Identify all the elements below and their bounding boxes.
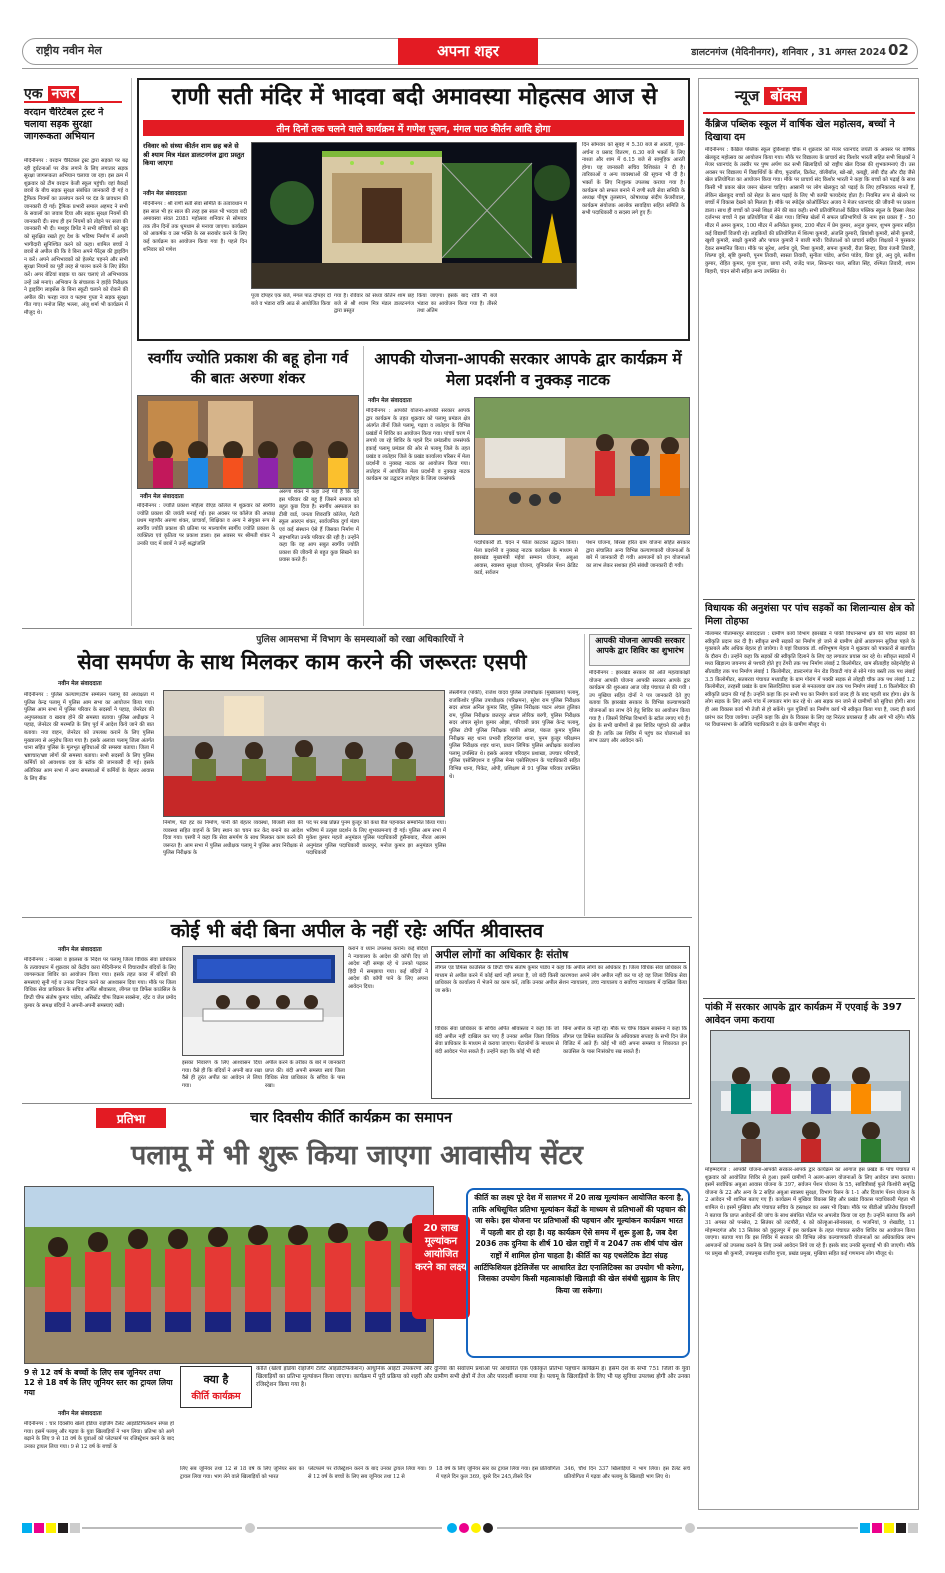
page-number: 02 xyxy=(888,41,909,59)
jyoti-event-illustration xyxy=(138,396,359,489)
rani-sati-body-4: किया जाएगा। इसके बाद रात्रि नौ बजे भंडारा का आयोजन किया गया है। तीसरे तथा अंतिम xyxy=(417,293,497,315)
rani-sati-body-2: पूजा दोपहर एक बजे, मंगल पाठ दोपहर दो बजे व भंडारा रात्रि आठ से आयोजित किया xyxy=(251,293,331,307)
col-divider xyxy=(584,634,585,916)
cambridge-headline: कैंब्रिज पब्लिक स्कूल में वार्षिक खेल महोत्सव, बच्चों ने दिखाया दम xyxy=(705,119,895,143)
print-registration-marks xyxy=(22,1521,918,1535)
rani-sati-kicker: रविवार को संध्या कीर्तन शाम छह बजे से श्री श्याम मित्र मंडल डालटनगंज द्वारा प्रस्तुत किया जाएगा xyxy=(143,142,245,167)
apil-body-1: मेदिनीनगर : नालसा व झालसा के निर्देश पर पलामू जिला विधिक सेवा प्राधिकार के तत्वावधान में शुक्रवार को केंद्रीय कारा मेदिनीनगर में विचाराधीन बंदियों के लिए जागरूकता शिविर का आयोजन किया गया। इसके तहत कारा में बंदियों की समस्याएं सुनी गई व उनका निदान करने का आश्वासन दिया गया। मौके पर जिला विधिक सेवा प्राधिकार के सचिव अर्पित श्रीवास्तव, लीगल एड डिफेंस काउंसिल के डिप्टी चीफ संतोष कुमार पांडेय, असिस्टेंट चीफ विक्रम सक्सेना, रहेंट व जेल प्रमोद कुमार के समक्ष बंदियों ने अपनी-अपनी समस्याएं रखी। xyxy=(24,957,176,1009)
police-body-3: पद पर रुख प्रोन्नत पुनम कुजूर को कंधा बैज पहनाकर सम्मानित किया गया। भविष्य में उत्कृष्ट प्रदर्शन के लिए शुभकामनाएं दी गई। पुलिस आम सभा में मुकेश कुमार महतो अनुमंडल पुलिस पदाधिकारी हुसैनाबाद, नीरज आलम अनुमंडल पुलिस पदाधिकारी छतरपुर, मनोज कुमार झा अनुमंडल पुलिस पदाधिकारी xyxy=(306,820,446,857)
kirti-body-2: लिए सब जूनियर तथा 12 से 18 वर्ष के लिए जूनियर स्तर का ट्रायल लिया गया। भाग लेने वाले खिलाड़ियों को भारत xyxy=(180,1466,304,1480)
section-title: अपना शहर xyxy=(437,42,499,60)
rani-sati-byline: नवीन मेल संवाददाता xyxy=(143,191,187,197)
kirti-byline: नवीन मेल संवाददाता xyxy=(58,1411,102,1417)
santosh-body-3: बिना अपील के नहीं रहे। मौके पर चीफ विक्रम सक्सेना ने कहा कि लीगल एड डिफेंस काउंसिल के अधिवक्ता सप्ताह के सभी दिन जेल विजिट में आते हैं। कोई भी बंदी अपना समस्या व शिकायत इन काउंसिल के पास निःसंकोच रख सकते हैं। xyxy=(563,1026,687,1055)
vidhayak-headline: विधायक की अनुशंसा पर पांच सड़कों का शिलान्यास क्षेत्र को मिला तोहफा xyxy=(705,603,915,627)
header-rule xyxy=(22,68,918,69)
rani-sati-body-3: गया है। रविवार को संध्या कीर्तन शाम छह बजे से श्री श्याम मित्र मंडल डालटनगंज द्वारा प्रस्तुत xyxy=(334,293,414,315)
police-photo xyxy=(163,690,445,817)
kirti-badge-text: 20 लाख मूल्यांकन आयोजित करने का लक्ष्य xyxy=(415,1223,467,1273)
kirti-headline: पलामू में भी शुरू किया जाएगा आवासीय सेंटर xyxy=(131,1140,583,1171)
section-rule xyxy=(22,1103,692,1104)
apil-body-2: इसका निवारण के लिए आश्वासन दिया गया। वैसे ही कि बंदियों ने अपनी बात रखा वैसे ही तुरंत अपीत का आवेदन ले लिया गया। xyxy=(182,1060,262,1089)
kya-label-2: कीर्ति कार्यक्रम xyxy=(191,1391,241,1402)
cambridge-body: मेदिनीनगर : कैंब्रिज पब्लिक स्कूल दुर्किशाहा चौक में शुक्रवार को मेजर ध्यानचंद जयंती के अवसर पर वार्षिक खेलकूद महोत्सव का आयोजन किया गया। मौके पर विद्यालय के प्राचार्य संद किशोर भारती सहित सभी शिक्षकों ने मेजर ध्यानचंद के तस्वीर पर पुष्प अर्पण कर सभी खिलाड़ियों को राष्ट्रीय खेल दिवस की शुभकामनाएं दी। उस अवसर पर विद्यालय में विद्यार्थियों के बीच, फुटबॉल, क्रिकेट, वॉलीबॉल, खो-खो, कबड्डी, लंबी दौड़ और दौड़ जैसे खेल प्रतियोगिता का आयोजन किया गया। मौके पर प्राचार्य संद किशोर भारती ने कहा कि बच्चों को पढ़ाई के साथ किसी भी प्रकार खेल जरूर खेलना चाहिए। आसानी पर लोग खेलकूद को पढ़ाई के लिए हानिकारक मानते हैं, लेकिन खेलकूद बच्चों को सेहत के साथ पढ़ाई के लिए भी काफी फायदेमंद होता है। नियमित रूप से खेलने पर बच्चों में विकास देखने को मिलता है। मौके पर स्पोर्ट्स कोऑर्डिनेटर अजय ने मेजर ध्यानचंद की जीवनी पर प्रकाश डाला। साथ ही बच्चों को उनसे शिक्षा लेने की बात कही। सभी प्रतियोगिताओं कैंब्रिज पब्लिक स्कूल के हिस्सा लेकर दर्जनभर बच्चों ने इस प्रतियोगिता में खेल गया। विभिन्न खेलों में सफल प्रतिभागियों के नाम इस प्रकार हैं - 50 मीटर में अमन कुमार, 100 मीटर में अनिकेत कुमार, 200 मीटर में प्रेम कुमार, अनुज कुमार, शुभम कुमार सहित कई विद्यार्थी विजयी रहे। लड़कियों की प्रतियोगिता में शिल्पा कुमारी, अंजलि कुमारी, प्रियांशी कुमारी, सोनी कुमारी, खुशी कुमारी, साक्षी कुमारी और पायल कुमारी ने बाजी मारी। विजेताओं को प्राचार्य सहित शिक्षकों ने पुरस्कार देकर सम्मानित किया। मौके पर सुरेश, अर्चना दुबे, निशा कुमारी, सपना कुमारी, रीता सिन्हा, प्रिया रंजनी तिवारी, शिल्पा दुबे, सृष्टि कुमारी, पूनम तिवारी, स्वस्ता तिवारी, सुनीता पांडेय, अर्चना पांडेय, प्रिया दुबे, अनु दुबे, सतीश कुमार, रोहित कुमार, पूजा गुप्ता, छाया रानी, राजेंद्र पाल, सिकन्दर पाल, सविता सिंह, रश्मिता तिवारी, श्याम बिहारी, चंदन सोनी सहित अन्य उपस्थित थे। xyxy=(705,147,915,275)
jyoti-byline: नवीन मेल संवाददाता xyxy=(140,494,184,500)
news-box-rule xyxy=(703,112,915,114)
apil-headline: कोई भी बंदी बिना अपील के नहीं रहेः अर्पित श्रीवास्तव xyxy=(170,920,544,942)
kirti-photo xyxy=(24,1186,434,1364)
police-meeting-illustration xyxy=(164,691,445,817)
kirti-label: प्रतिभा xyxy=(116,1112,146,1126)
rani-sati-body-1: मेदिनीनगर : श्री राणी सती सेवा समिति के तत्वावधान में इस साल भी हर साल की तरह इस साल भी भादवा बदी अमावस्या संवत 2081 महोत्सव शनिवार से सोमवार तक तीन दिनों तक धूमधाम से मनाया जाएगा। कार्यक्रम को आकर्षक व उस भक्ति के रस सराबोर करने के लिए कई कार्यक्रम का आयोजन किया गया है। पहले दिन शनिवार को गणेश xyxy=(143,201,247,253)
yojana-body-1: मेदिनीनगर : आपकी योजना-आपकी सरकार आपके द्वार कार्यक्रम के तहत शुक्रवार को पलामू प्रमंडल क्षेत्र अंतर्गत तीनों जिले पलामू, गढ़वा व लातेहार के विभिन्न प्रखंडों में शिविर का आयोजन किया गया। पांचवें चरण में लगाये जा रहे शिविर के पहले दिन प्रमंडलीय जनसंपर्क इकाई पलामू प्रमंडल की ओर से पलामू जिले के तहत प्रखंड व लातेहार जिले के प्रखंड कार्यालय परिसर में मेला प्रदर्शनी व नुक्कड़ नाटक का आयोजन किया गया। लातेहार में आयोजित मेला प्रदर्शनी व नुक्कड़ नाटक कार्यक्रम का उद्घाटन लातेहार के जिला जनसंपर्क xyxy=(366,408,470,483)
shivir-body: मेदिनीनगर : झारखंड सरकार की अति महत्वाकांक्षी योजना आपकी योजना आपकी सरकार आपके द्वार कार्यक्रम की शुरुआत आज जोड़ पंचायत से की गयी । उप मुखिया सहित दोनों ने पत्र जानकारी देते हुए बताया कि झारखंड सरकार के विभिन्न कल्याणकारी योजनाओं का लाभ देने हेतु शिविर का आयोजन किया गया है । जिसमें विभिन्न विभागों के स्टॉल लगाए गये हैं। क्षेत्र के सभी ग्रामीणों से इस शिविर पहुंचने की अपील की है। ताकि उस शिविर में पहुंच कर योजनाओं का लाभ उठाए और आवेदन करें। xyxy=(589,670,690,745)
rani-sati-headline: राणी सती मंदिर में भादवा बदी अमावस्या मोहत्सव आज से xyxy=(171,84,658,110)
col-divider xyxy=(131,78,132,626)
yojana-event-illustration xyxy=(475,398,690,535)
apil-photo xyxy=(182,946,344,1056)
kirti-body-4: 18 वर्ष के लिए जूनियर स्तर का ट्रायल लिया गया। इस प्रतियोगिता में पहले दिन कुल 369, दूसरे दिन 245,तीसरे दिन xyxy=(436,1466,560,1480)
yojana-body-2: पदाधिकारी डॉ. चंदन ने फीता काटकर उद्घाटन किया। मेला प्रदर्शनी व नुक्कड़ नाटक कार्यक्रम के माध्यम से झारखंड मुख्यमंत्री मंईयां सम्मान योजना, अबुआ आवास, स्वास्थ्य सुरक्षा योजना, यूनिवर्सल पेंशन क्रेडिट कार्ड, सर्वजन xyxy=(474,540,578,577)
police-headline: सेवा समर्पण के साथ मिलकर काम करने की जरूरतः एसपी xyxy=(77,650,527,674)
police-body-4: लेस्लीगंज (पांकी), राजेश यादव पुलिस उपाधीक्षक (मुख्यालय) पलामू, राजकिशोर पुलिस उपाधीक्षक (परिक्षमन), सुरेश राम पुलिस निरीक्षक सदर अंचल अनिल कुमार सिंह, पुलिस निरीक्षक पाटन अंचल तुलिका राम, पुलिस निरीक्षक छतरपुर अंचल लोरिक बरगी, पुलिस निरीक्षक सदर अंचल सुरेश कुमार ओझा, परिचारी प्रवर पुलिस केन्द्र पलामू, पुलिस टोपी पुलिस निरीक्षक पांकी अंचल, पंकज कुमार पुलिस निरीक्षक सह थाना प्रभारी हरिहरगंज थाना, पुनम कुजूर परिक्षमन पुलिस निरीक्षक शहर थाना, प्रधान लिपिक पुलिस अधीक्षक कार्यालय पलामू उपस्थित थे। इसके अलावा परिवहन प्रशाखा, उपचार परिचारी, पुलिस एसोसिएशन व पुलिस मेन्स एसोसिएशन के पदाधिकारी सहित विभिन्न थाना, पिकेट, ओपी, प्रशिक्षण से 91 पुलिस परिवार उपस्थित थे। xyxy=(449,690,580,780)
police-body-1: मेदिनीनगर : पुलिस कल्याण/टीम सम्मेलन पलामू की अध्यक्षता में पुलिस केन्द्र पलामू में पुलिस आम सभा का आयोजन किया गया। पुलिस आम सभा में पुलिस परिवार के सदस्यों ने पहाड़, जेनरेटर की अनुपलब्धता व खराब होने की समस्या बताया। पुलिस अधीक्षक ने पहाड़, जेनरेटर की मरम्मति के लिए पूर्व में आदेश किये जाने की बात बताया। नया वाहन, जेनरेटर को उपलब्ध कराने के लिए पुलिस मुख्यालय से अनुरोध किया गया है। इसके अलावा पलामू जिला अंतर्गत थाना सहित पुलिस के मूलभूत सुविधाओं की समस्या बताया। जिला में भ्रष्टाचार/भ्रष्ट लोगों की समस्या बताया। सभी सदस्यों के लिए पुलिस कर्मियों को आवश्यक दवा के स्टॉक की जानकारी दी गई। इसके अतिरिक्त आम सभा में अन्य समस्याओं में कर्मियों के बेहतर आवास के लिए सैंक xyxy=(24,692,154,782)
col-divider xyxy=(363,346,364,626)
yojana-body-3: पेंशन योजना, बिरसा हरित ग्राम योजना सहित सरकार द्वारा संचालित अन्य विभिन्न कल्याणकारी योजनाओं के बारे में जानकारी दी गयी। आमजनों को इन योजनाओं का लाभ लेकर सशक्त होने संबंधी जानकारी दी गयी। xyxy=(586,540,690,569)
police-byline: नवीन मेल संवाददाता xyxy=(58,681,102,687)
police-kicker: पुलिस आमसभा में विभाग के समस्याओं को रखा अधिकारियों ने xyxy=(256,635,464,645)
temple-photo xyxy=(251,142,577,289)
panki-body: मोहम्मदगंज : आपकी योजना-आपकी सरकार-आपके द्वार कार्यक्रम का आगाज इस प्रखंड के पांच पंचायत में शुक्रवार को आयोजित शिविर से हुआ। इसमें ग्रामीणों ने अलग-अलग योजनाओं के लिए आवेदन जमा कराया। इसमें सर्वाधिक अबुआ आवास योजना के 397, सर्वजन पेंशन योजना के 55, सावित्रीबाई फुले किशोरी समृद्धि योजना के 22 और अन्य के 2 सहित अबुआ स्वास्थ्य सुरक्षा, विभाग रिसन के 1-1 और दिव्यांग पेंशन योजना के 2 आवेदन भी शामिल बताए गए हैं। कार्यक्रम में मुखिया विकास सिंह और प्रखंड विकास पदाधिकारी मेहता भी शामिल थे। इसमें मुखिया और पंचायत सचिव के हस्ताक्षर का असर भी दिखा। मौके पर बीडीओ प्रतिरोध प्रियदर्शी ने बताया कि प्राप्त आवेदनों की जांच के साथ संबंधित पोर्टल पर अपलोड किया जा रहा है। उन्होंने बताया कि आगे 31 अगस्त को पनसेरा, 2 सितंबर को लटपौरी, 4 को कोल्हुआ-सोनबरसा, 6 भजनियां, 9 शेखडीह, 11 मोहम्मदगंज और 13 सितंबर को कुट्टलपुर में इस कार्यक्रम के तहत पंचायत स्तरीय शिविर का आयोजन किया जाएगा। बताया गया कि इस शिविर में सरकार की विभिन्न लोक कल्याणकारी योजनाओं का अधिकाधिक लाभ आमजनों को उपलब्ध कराने के लिए उनसे आवेदन लिये जा रहे हैं। इसके बाद उनकी सुनवाई भी की जाएगी। मौके पर प्रमुख श्री कुमारी, उपप्रमुख राजीव गुप्ता, प्रखंड प्रमुख, मुखिया सहित कई गणमान्य लोग मौजूद थे। xyxy=(705,1167,915,1257)
ek-nazar-headline: वरदान चैरिटेबल ट्रस्ट ने चलाया सड़क सुरक्षा जागरूकता अभियान xyxy=(24,107,104,142)
police-body-2: निर्माण, पेंटा हट का निर्माण, पानी की बेहतर व्यवस्था, बिजली सेवा की व्यवस्था सहित वाहनों के लिए स्थान का चयन कर केंद बनाने का आदेश दिया गया। एसपी ने कहा कि सेवा समर्पण के साथ मिलकर काम करने की जरूरत है। आम सभा में पुलिस अधीक्षक पलामू ने पुलिस अवर निरीक्षक से पुलिस निरीक्षक के xyxy=(163,820,303,857)
news-box-label: न्यूज बॉक्स xyxy=(735,86,895,108)
news-rule xyxy=(703,599,915,600)
temple-illustration xyxy=(252,143,577,289)
masthead-title: राष्ट्रीय नवीन मेल xyxy=(36,44,102,57)
jyoti-photo xyxy=(137,395,359,489)
apil-body-4: अपील करने के तरीका के बारे में जानकारी प्राप्त की। बंदी अपनी समस्या स्वयं जिला विधिक सेवा प्राधिकार के सचिव के पास रखा। xyxy=(265,1060,345,1089)
kirti-side-headline: 9 से 12 वर्ष के बच्चों के लिए सब जूनियर तथा 12 से 18 वर्ष के लिए जूनियर स्तर का ट्रायल लिया गया xyxy=(24,1368,173,1397)
kya-body: कीर्ति (खेलो इंडिया राइजिंग टैलेंट आइडेंटिफिकेशन) आधुनिक आईटी उपकरणों और दुनिया की सर्वोत्तम प्रथाओं पर आधारित एक एकीकृत प्रतिभा पहचान कार्यक्रम है। इसमें देश के सभी 751 जिलों के युवा खिलाड़ियों का प्रतिभा मूल्यांकन किया जाएगा। कार्यक्रम में पूरी प्रक्रिया को शहरी और ग्रामीण सभी क्षेत्रों में तेज और पारदर्शी बनाया गया है। पलामू के खिलाड़ियों के लिए भी यह सुविधा उपलब्ध होगी और उनका रजिस्ट्रेशन किया गया है। xyxy=(256,1366,690,1388)
kirti-body-3: प्लेटफार्म पर रजिस्ट्रेशन करने के बाद उनका ट्रायल लिया गया। 9 से 12 वर्ष के बच्चों के लिए सब जूनियर तथा 12 से xyxy=(308,1466,432,1480)
jyoti-body-1: मेदिनीनगर : ज्योति प्रकाश महिला वीएड कॉलेज में शुक्रवार को स्वर्गीय ज्योति प्रकाश की जयंती मनाई गई। इस अवसर पर कॉलेज की अध्यक्ष प्रथम महापौर अरुणा शंकर, प्राचार्या, शिक्षिका व अन्य ने संयुक्त रूप से स्वर्गीय ज्योति प्रकाश की प्रतिमा पर माल्यार्पण स्वर्गीय ज्योति प्रकाश के व्यक्तित्व एवं कृतित्व पर प्रकाश डाला। इस अवसर पर श्रीमती शंकर ने उनकी याद में छात्रों ने उन्हें श्रद्धांजलि xyxy=(137,503,275,547)
yojana-byline: नवीन मेल संवाददाता xyxy=(368,398,412,404)
jyoti-headline: स्वर्गीय ज्योति प्रकाश की बहू होना गर्व की बातः अरुणा शंकर xyxy=(147,351,349,387)
yojana-headline: आपकी योजना-आपकी सरकार आपके द्वार कार्यक्रम में मेला प्रदर्शनी व नुक्कड़ नाटक xyxy=(374,350,682,389)
kirti-kicker: चार दिवसीय कीर्ति कार्यक्रम का समापन xyxy=(250,1110,452,1126)
vidhayak-body: नीलाम्बर पीताम्बरपुर संवाददाता : ग्रामीण कार्य विभाग झारखंड ने पांकी विधानसभा क्षेत्र की पांच सड़कों की स्वीकृति प्रदान कर दी है। स्वीकृत सभी सड़कों का निर्माण हो जाने से ग्रामीण क्षेत्रों आवागमन सुविधा पहले के मुकाबले और अधिक बेहतर हो जायेगा। वे यहां विधायक डॉ. शशिभूषण मेहता ने शुक्रवार को पत्रकारों से बातचीत के दौरान दी। उन्होंने कहा कि सड़कों की स्वीकृति दिलाने के लिए वह लगातार प्रयास कर रहे थे। स्वीकृत सड़कों में मध्य खिड़ाल्य जयनगर से पश्चरी होते हुए टेंगरी तक पथ निर्माण लंबाई 2 किलोमीटर, ग्राम सीताहीह कोइनोहीह से सीताडीह तक पथ निर्माण लंबाई 1 किलोमीटर, डाल्टनगंज मेन रोड वियाटी गांव से सोने गांव बस्ती तक पथ लंबाई 3.5 किलोमीटर, सतबरवा पंचायत मध्याडीह के ग्राम गोरांग में पक्की सड़क से लोहड़ी चौक तक पथ लंबाई 1.2 किलोमीटर, तरहसी प्रखंड के ग्राम सिलदिलिया कला से मनतलाया ग्राम तक पथ निर्माण लंबाई 1.6 किलोमीटर की स्वीकृति प्रदान की गई है। उन्होंने कहा कि इन सभी पथ का निर्माण कार्य जल्द ही के बाद पहली बार होगा। क्षेत्र के लोग सड़क के लिए अपने गांव में लगातार मांग कर रहे थे। अब सड़क बन जाने से ग्रामीणों को सुविधा होगी। साथ ही अब विकास कार्य भी तेजी से हो सकेंगे। पुल पुलियों का निर्माण कार्य भी स्वीकृत किया गया है, जल्द ही कार्य प्रारंभ कर दिया जायेगा। उन्होंने कहा कि क्षेत्र के विकास के लिए वह निरंतर प्रयासरत हैं और आगे भी रहेंगे। मौके पर विधानसभा के अतिथि पदाधिकारी व क्षेत्र के ग्रामीण मौजूद थे। xyxy=(705,631,915,729)
kirti-body-5: 346, चौथे दिन 337 खिलाड़ियों ने भाग लिया। इस टैलेंट सर्च प्रतियोगिता में गढ़वा और पलामू के खिलाड़ी भाग लिए थे। xyxy=(564,1466,690,1480)
apil-byline: नवीन मेल संवाददाता xyxy=(58,947,102,953)
ek-nazar-label: एक नजर xyxy=(24,83,122,103)
news-rule xyxy=(703,998,915,999)
athletes-illustration xyxy=(25,1187,434,1364)
rani-sati-body-5: दिन सोमवार को सुबह में 5.30 बजे से आरती, पूजा-अर्चना व प्रसाद वितरण, 6.30 बजे भक्तों के लिए नाश्ता और शाम में 6.15 बजे से सामूहिक आरती होगा। यह जानकारी सचिव रिशिकांत ने दी है। तारिकाओं व अन्य व्यवस्थाओं की सूचना भी दी है। भक्तों के लिए निःशुल्क उपलब्ध कराया गया है। कार्यक्रम को सफल बनाने में राणी सती सेवा समिति के अध्यक्ष पीयूष तुलस्यान, कोषाध्यक्ष संदीप केजरीवाल, कार्यक्रम संयोजक आलोक सावड़िया सहित समिति के सभी पदाधिकारी व सदस्य लगे हुए हैं। xyxy=(582,142,685,217)
rani-sati-subhead: तीन दिनों तक चलने वाले कार्यक्रम में गणेश पूजन, मंगल पाठ कीर्तन आदि होगा xyxy=(276,124,551,135)
panki-headline: पांकी में सरकार आपके द्वार कार्यक्रम में एएवाई के 397 आवेदन जमा कराया xyxy=(705,1002,903,1026)
kya-label-1: क्या है xyxy=(203,1373,229,1386)
dateline: डालटनगंज (मेदिनीनगर), शनिवार , 31 अगस्त 2024 xyxy=(691,47,886,58)
section-rule xyxy=(22,628,692,629)
apil-body-3: कराने व ध्यान उपलब्ध कराने। कई बंदियों ने न्यायालय के आदेश की कॉपी दिए जो आदेश नहीं समझ रहे थे उनको पढ़कर हिंदी में समझाया गया। कई बंदियों ने आदेश की कॉपी पाने के लिए अपना आवेदन दिया। xyxy=(348,946,428,990)
footer-bar xyxy=(22,1520,918,1534)
kirti-body-1: मेदिनीनगर : चार दिवसीय खेलो इंडिया राइजिंग टैलेंट आइडेंटिफिकेशन संपन्न हो गया। इसमें पलामू और गढ़वा के युवा खिलाड़ियों ने भाग लिया। प्रतिभा को आगे बढ़ाने के लिए 9 से 18 वर्ष के युवाओं को प्लेटफार्म पर रजिस्ट्रेशन करने के बाद उनका ट्रायल लिया गया। 9 से 12 वर्ष के बच्चों के xyxy=(24,1421,174,1450)
jyoti-body-2: अरुणा शंकर ने कहा उन्हें गर्व है कि वह इस परिवार की बहू हैं जिसने समाज को बहुत कुछ दिया है। स्वर्गीय अस्पताल का टीबी वार्ड, जनता शिवरात्रि कॉलेज, गेटरी स्कूल आरएन शंकर, सार्वजनिक दुर्गा मंडप एवं कई संस्थान ऐसे हैं जिसका निर्माण में सहभागिता उनके परिवार की रही है। उन्होंने कहा कि वह आप सबुत स्वर्गीय ज्योति प्रकाश की जीवनी से बहुत कुछ सिखने का प्रयास करते हैं। xyxy=(279,489,359,564)
panki-camp-illustration xyxy=(711,1031,910,1163)
kirti-goal: कीर्ति का लक्ष्य पूरे देश में सालभर में 20 लाख मूल्यांकन आयोजित करना है, ताकि अधिसूचित प्रतिभा मूल्यांकन केंद्रों के माध्यम से प्रतिभाओं की पहचान की जा सके। इस योजना पर प्रतिभाओं की पहचान और मूल्यांकन कार्यक्रम भारत में पहली बार हो रहा है। यह कार्यक्रम ऐसे समय में शुरू हुआ है, जब देश 2036 तक दुनिया के शीर्ष 10 खेल राष्ट्रों में व 2047 तक शीर्ष पांच खेल राष्ट्रों में शामिल होना चाहता है। कीर्ति का यह एथलेटिक डेटा संग्रह आर्टिफिशियल इंटेलिजेंस पर आधारित डेटा एनालिटिक्स का उपयोग भी करेगा, जिसका उपयोग किसी महत्वाकांक्षी खिलाड़ी की खेल संबंधी सुझाव के लिए किया जा सकेगा। xyxy=(472,1193,686,1295)
santosh-body-2: विधिक सेवा प्राधिकार के सचिव अर्पित श्रीवास्तव ने कहा कि जो बंदी अपील नहीं दाखिल कर पाए हैं उनका अपील जिला विधिक सेवा प्राधिकार के माध्यम से कराया जाएगा। पेंटालोगों के माध्यम से बंदी आवेदन भेज सकते हैं। उन्होंने कहा कि कोई भी बंदी xyxy=(435,1026,559,1055)
yojana-photo xyxy=(474,397,690,535)
panki-photo xyxy=(710,1030,910,1163)
legal-awareness-illustration xyxy=(183,947,344,1056)
shivir-headline: आपकी योजना आपकी सरकार आपके द्वार शिविर का शुभारंभ xyxy=(595,636,685,655)
santosh-headline: अपील लोगों का अधिकार हैः संतोष xyxy=(435,948,686,963)
santosh-body-1: लीगल एड डिफेंस काउंसिल के डिप्टी चीफ संतोष कुमार पांडेय ने कहा कि अपील लोगों का अधिकार है। जिला विधिक सेवा प्राधिकार के माध्यम से अपील करने में कोई खर्च नहीं लगता है, जो बंदी किसी कारणवश अपने लोग अपील नहीं कर पा रहे वह जिला विधिक सेवा प्राधिकार के कार्यालय में भेजने का काम करें, ताकि उनका अपील सेशन न्यायालय, उच्च न्यायालय व सर्वोच्च न्यायालय में दाखिल किया जा सके। xyxy=(435,965,687,994)
ek-nazar-body: मेदिनीनगर : वरदान चैरिटेबल ट्रस्ट द्वारा सड़कों पर बढ़ रही दुर्घटनाओं पर रोक लगाने के लिए लगातार सड़क सुरक्षा जागरूकता अभियान चलाया जा रहा। इस क्रम में शुक्रवार को टीम वरदान केजी स्कूल पहुंची। वहां बैकड़ों छात्रों के बीच सड़क सुरक्षा संबंधित जानकारी दी गई व ट्रैफिक नियमों का उल्लंघन करने पर दंड के प्रावधान की जानकारी दी गई। ट्रैफिक प्रभारी समाल अहमद ने सभी के सवालों का जवाब दिया और सड़क सुरक्षा नियमों की जानकारी दी। साथ ही इन नियमों को तोड़ने पर सजा की जानकारी भी दी। मशहूर डिपेंड ने सभी बच्चियों को खुद को सुरक्षित रखते हुए देश के भविष्य निर्माण में अपनी भागीदारी सुनिश्चित करने को कहा। शामिल बच्चों ने छात्रों से अपील की कि वे बिना अपने पैरेंट्स की ड्राइविंग न करें। अपने अभिभावकों को हेलमेट पहनने और सभी सुरक्षा नियमों का पूरी तरह से पालन करने के लिए प्रेरित करें। अगर बेटियां बाइक या कार चलाएं तो अभिभावक उन्हें उसे मनाएं। अभियान के संचालक ने हाईवे निरीक्षक ने ड्राइविंग लाइसेंस के बिना स्कूटी चलाने को रोकने की अपील की। फरहा नाज व फहमा गुप्ता ने सड़क सुरक्षा गीत गाए। मनोज सिंह भल्ला, अंजू शर्मा भी कार्यक्रम में मौजूद थे। xyxy=(24,158,128,316)
